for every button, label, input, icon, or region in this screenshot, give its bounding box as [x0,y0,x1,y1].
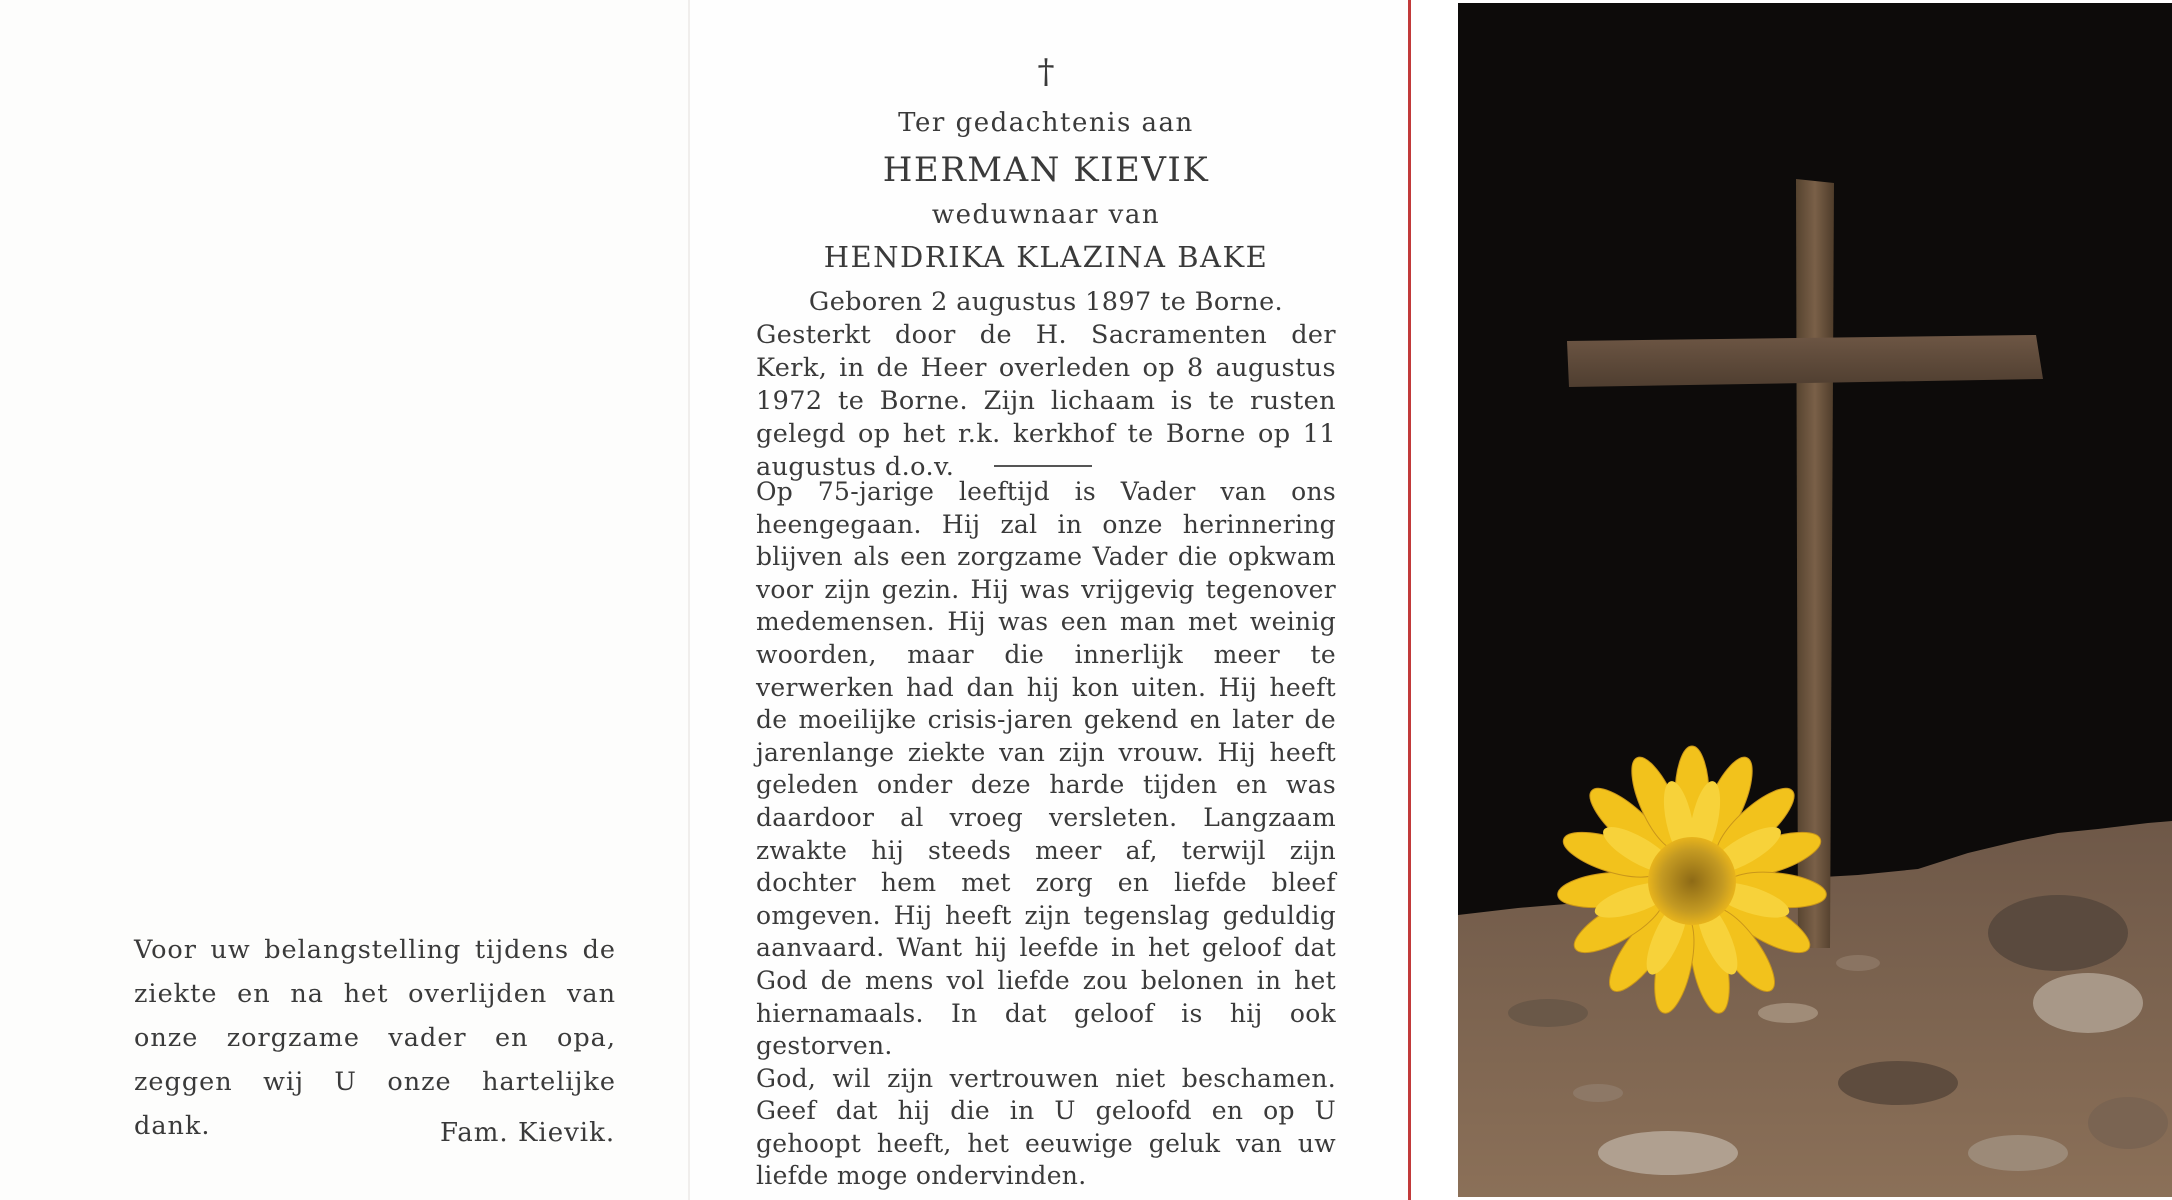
relation-label: weduwnaar van [931,200,1161,230]
cross-icon: † [1037,52,1055,92]
left-page [0,0,690,1200]
family-signature: Fam. Kievik. [440,1118,616,1148]
spouse-name: HENDRIKA KLAZINA BAKE [823,240,1269,274]
deceased-name: HERMAN KIEVIK [882,150,1210,190]
section-divider [994,465,1092,467]
cross-beam [1567,335,2043,387]
memorial-text-block [756,476,1336,1193]
prayer-paragraph: God, wil zijn vertrouwen niet beschamen. Geef dat hij die in U geloofd en op U gehoopt heeft, het eeuwige geluk van uw liefde moge ondervinden. [756,1063,1336,1191]
birth-info: Geboren 2 augustus 1897 te Borne. [808,287,1284,317]
cross-flower-photo [1458,3,2172,1197]
memorial-paragraph: Op 75-jarige leeftijd is Vader van ons heengegaan. Hij zal in onze herinnering blijven als een zorgzame Vader die opkwam voor zijn gezin. Hij was vrijgevig tegenover medemensen. Hij was een man met weinig woorden, maar die innerlijk meer te verwerken had dan hij kon uiten. Hij heeft de moeilijke crisis-jaren gekend en later de jarenlange ziekte van zijn vrouw. Hij heeft geleden onder deze harde tijden en was daardoor al vroeg versleten. Langzaam zwakte hij steeds meer af, terwijl zijn dochter hem met zorg en liefde bleef omgeven. Hij heeft zijn tegenslag geduldig aanvaard. Want hij leefde in het geloof dat God de mens vol liefde zou belonen in het hiernamaals. In dat geloof is hij ook gestorven. [756,477,1336,1061]
flower-center [1648,837,1736,925]
death-burial-info: Gesterkt door de H. Sacramenten der Kerk, in de Heer overleden op 8 augustus 1972 te Borne. Zijn lichaam is te rusten gelegd op het r.k. kerkhof te Borne op 11 augustus d.o.v. [756,320,1336,482]
card-gap [1411,0,1458,1200]
life-dates [756,286,1336,484]
memorial-intro: Ter gedachtenis aan [898,108,1194,138]
photo-illustration [1458,3,2172,1197]
thanks-message: Voor uw belangstelling tijdens de ziekte en na het overlijden van onze zorgzame vader en opa, zeggen wij U onze hartelijke dank. [134,935,616,1141]
